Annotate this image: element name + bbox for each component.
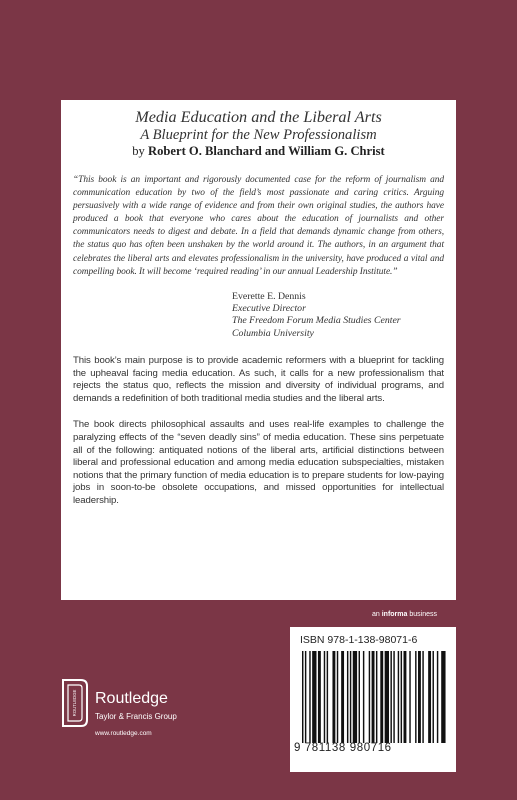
barcode-bar bbox=[404, 651, 407, 743]
barcode-bar bbox=[376, 651, 377, 743]
barcode-bar bbox=[312, 651, 316, 743]
barcode-bar bbox=[327, 651, 328, 743]
barcode-bar bbox=[393, 651, 394, 743]
barcode-bar bbox=[409, 651, 410, 743]
barcode-bar bbox=[433, 651, 434, 743]
barcode-bar bbox=[359, 651, 360, 743]
barcode-bar bbox=[380, 651, 383, 743]
book-subtitle: A Blueprint for the New Professionalism bbox=[140, 127, 377, 143]
endorser-university: Columbia University bbox=[232, 327, 314, 339]
barcode-number: 9 781138 980716 bbox=[294, 742, 392, 754]
informa-suffix: business bbox=[407, 611, 437, 618]
routledge-logo-icon bbox=[61, 678, 89, 728]
endorser-role: Executive Director bbox=[232, 303, 306, 315]
authors-prefix: by bbox=[132, 144, 148, 158]
barcode-bar bbox=[324, 651, 325, 743]
barcode-bar bbox=[422, 651, 423, 743]
book-authors-line bbox=[73, 144, 444, 159]
barcode-bar bbox=[309, 651, 310, 743]
back-cover-text-panel bbox=[61, 100, 456, 600]
informa-business-tag bbox=[372, 611, 437, 618]
publisher-group: Taylor & Francis Group bbox=[95, 712, 177, 721]
logo-lettering: ROUTLEDGE bbox=[72, 689, 77, 717]
book-authors: Robert O. Blanchard and William G. Christ bbox=[148, 144, 385, 158]
barcode-bar bbox=[418, 651, 421, 743]
publisher-name: Routledge bbox=[95, 690, 168, 707]
barcode-bar bbox=[437, 651, 438, 743]
endorsement-quote: “This book is an important and rigorously documented case for the reform of journalism and communication education by two of the field’s most passionate and caring critics. Arguing persuasively with a wide range of evidence and from their own original studies, the authors have produced a book that everyone who cares about the education of journalists and other communicators needs to digest and debate. In a field that demands dynamic change from others, the status quo has often been unshaken by the world around it. The authors, in an argument that celebrates the liberal arts and elevates professionalism in the university, have produced a vital and compelling book. It will become ‘required reading’ in our annual Leadership Institute.” bbox=[73, 175, 444, 277]
barcode-bar bbox=[337, 651, 338, 743]
publisher-url[interactable]: www.routledge.com bbox=[95, 730, 152, 737]
barcode-bar bbox=[318, 651, 321, 743]
barcode-icon bbox=[300, 651, 446, 743]
barcode-bar bbox=[305, 651, 306, 743]
description-paragraph-2: The book directs philosophical assaults and uses real-life examples to challenge the paralyzing effects of the “seven deadly sins” of media education. These sins perpetuate all of the following: antiquated notions of the liberal arts, artificial distinctions between liberal and professional education and among media education subspecialties, mistaken notions that the primary function of media education is to prepare students for low-paying jobs in soon-to-be obsolete occupations, and missed opportunities for intellectual leadership. bbox=[73, 419, 444, 506]
informa-prefix: an bbox=[372, 611, 382, 618]
isbn-number: ISBN 978-1-138-98071-6 bbox=[300, 634, 418, 646]
barcode-bar bbox=[415, 651, 416, 743]
barcode-bar bbox=[390, 651, 391, 743]
barcode-bar bbox=[363, 651, 364, 743]
barcode-bar bbox=[428, 651, 431, 743]
book-title: Media Education and the Liberal Arts bbox=[135, 108, 382, 126]
description-paragraph-1: This book’s main purpose is to provide academic reformers with a blueprint for tackling the upheaval facing media education. As such, it calls for a new professionalism that rejects the status quo, reflects the mission and diversity of individual programs, and demands a redefinition of both traditional media studies and the liberal arts. bbox=[73, 354, 444, 404]
endorser-organization: The Freedom Forum Media Studies Center bbox=[232, 315, 401, 327]
barcode-bar bbox=[441, 651, 445, 743]
endorser-name: Everette E. Dennis bbox=[232, 290, 306, 302]
barcode-bar bbox=[332, 651, 335, 743]
barcode-box bbox=[290, 627, 456, 772]
informa-word: informa bbox=[381, 611, 408, 618]
barcode-bar bbox=[372, 651, 375, 743]
barcode-bar bbox=[353, 651, 357, 743]
barcode-bar bbox=[341, 651, 344, 743]
barcode-bar bbox=[347, 651, 348, 743]
endorsement-attribution bbox=[232, 291, 444, 340]
barcode-bar bbox=[385, 651, 389, 743]
barcode-bar bbox=[401, 651, 402, 743]
barcode-bar bbox=[398, 651, 399, 743]
barcode-bar bbox=[369, 651, 370, 743]
barcode-bar bbox=[302, 651, 303, 743]
barcode-bar bbox=[350, 651, 351, 743]
